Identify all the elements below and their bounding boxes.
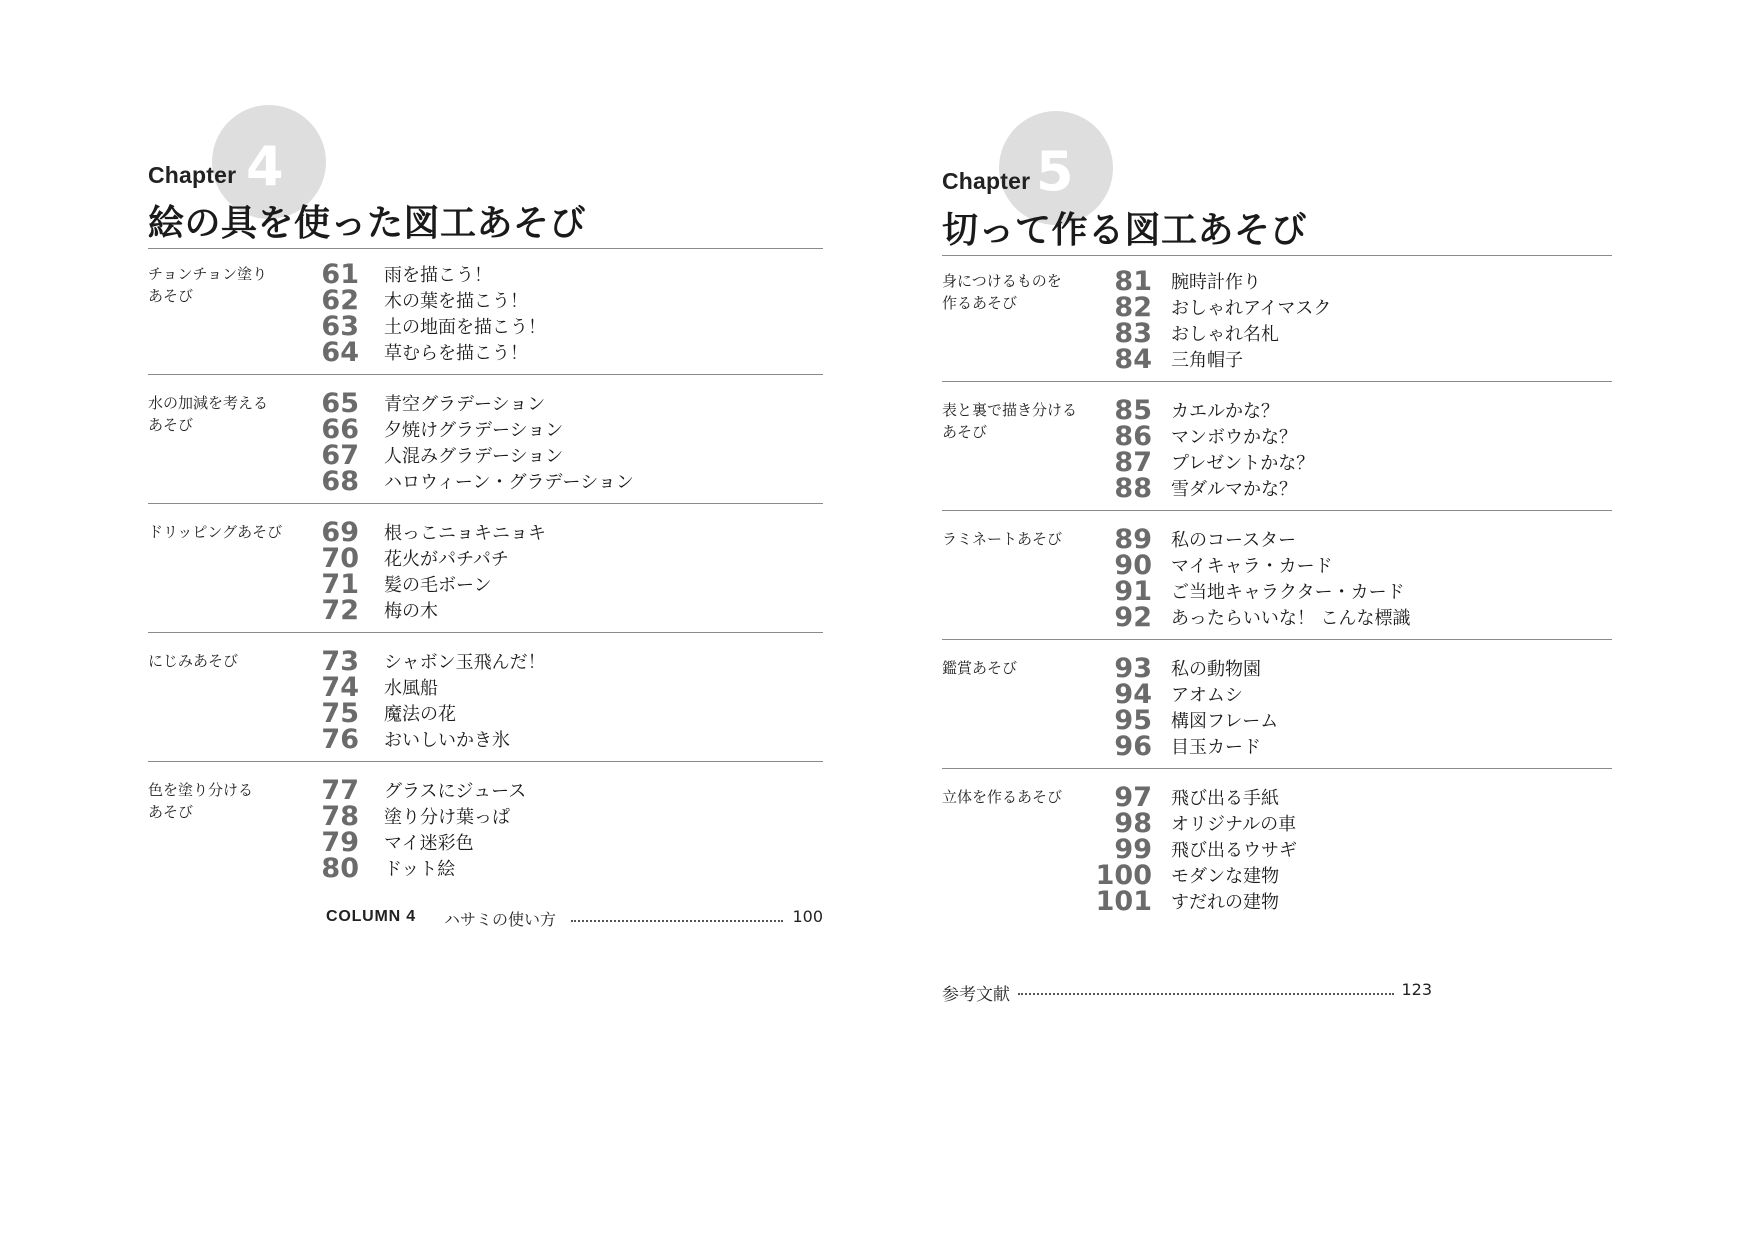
chapter-word: Chapter: [942, 168, 1031, 194]
section-label: 色を塗り分ける あそび: [148, 781, 254, 821]
item-number: 91: [1114, 576, 1152, 607]
item-number: 97: [1114, 782, 1152, 813]
item-number: 80: [321, 853, 359, 884]
toc-item[interactable]: [942, 473, 1612, 504]
section-label: 鑑賞あそび: [942, 659, 1018, 677]
toc-item-list: [942, 782, 1612, 917]
item-title: ハロウィーン・グラデーション: [384, 472, 634, 493]
toc-item[interactable]: [942, 886, 1612, 917]
item-title: 構図フレーム: [1171, 711, 1279, 732]
item-title: ドット絵: [384, 859, 456, 880]
toc-item-list: [148, 259, 823, 368]
item-number: 65: [321, 388, 359, 419]
toc-item[interactable]: [148, 646, 823, 677]
toc-item[interactable]: [148, 388, 823, 419]
item-title: 髪の毛ボーン: [384, 575, 492, 596]
section-label: 水の加減を考える あそび: [148, 394, 269, 434]
item-number: 70: [321, 543, 359, 574]
item-number: 64: [321, 337, 359, 368]
item-number: 73: [321, 646, 359, 677]
item-number: 90: [1114, 550, 1152, 581]
toc-item-list: [148, 646, 823, 755]
chapter-title: 切って作る図工あそび: [942, 210, 1308, 251]
toc-item[interactable]: [942, 266, 1612, 297]
divider: [942, 255, 1612, 256]
item-title: 雪ダルマかな？: [1171, 479, 1297, 500]
item-number: 101: [1095, 886, 1152, 917]
item-title: 根っこニョキニョキ: [384, 523, 546, 544]
toc-item[interactable]: [942, 782, 1612, 813]
item-title: 水風船: [384, 678, 438, 699]
item-number: 84: [1114, 344, 1152, 375]
references-label: 参考文献: [942, 985, 1010, 1005]
item-number: 85: [1114, 395, 1152, 426]
section-label: 身につけるものを 作るあそび: [942, 272, 1062, 312]
item-title: シャボン玉飛んだ！: [384, 652, 546, 673]
item-title: 夕焼けグラデーション: [384, 420, 564, 441]
toc-item[interactable]: [148, 569, 823, 600]
divider: [148, 632, 823, 633]
toc-item[interactable]: [942, 808, 1612, 839]
item-number: 62: [321, 285, 359, 316]
item-title: マイキャラ・カード: [1171, 556, 1333, 577]
item-number: 68: [321, 466, 359, 497]
item-title: 私の動物園: [1171, 659, 1261, 680]
item-title: 目玉カード: [1171, 737, 1261, 758]
item-number: 78: [321, 801, 359, 832]
item-title: すだれの建物: [1171, 892, 1279, 913]
toc-item[interactable]: [148, 517, 823, 548]
section-label: 立体を作るあそび: [942, 788, 1063, 806]
item-number: 71: [321, 569, 359, 600]
item-title: 木の葉を描こう！: [384, 291, 528, 312]
item-number: 100: [1095, 860, 1152, 891]
toc-item[interactable]: [148, 337, 823, 368]
item-title: 梅の木: [384, 601, 438, 622]
item-number: 67: [321, 440, 359, 471]
toc-item[interactable]: [942, 705, 1612, 736]
item-title: あったらいいな！ こんな標識: [1171, 608, 1411, 629]
item-title: マイ迷彩色: [384, 833, 474, 854]
toc-item[interactable]: [148, 724, 823, 755]
references-entry[interactable]: [942, 979, 1432, 1005]
item-number: 86: [1114, 421, 1152, 452]
column-page-number: 100: [792, 907, 823, 926]
item-number: 79: [321, 827, 359, 858]
toc-item[interactable]: [942, 860, 1612, 891]
section-label: チョンチョン塗り あそび: [148, 265, 268, 305]
divider: [942, 381, 1612, 382]
toc-item[interactable]: [148, 775, 823, 806]
toc-item[interactable]: [148, 311, 823, 342]
divider: [148, 374, 823, 375]
toc-item[interactable]: [942, 318, 1612, 349]
item-number: 81: [1114, 266, 1152, 297]
section-label: にじみあそび: [148, 652, 239, 670]
item-number: 83: [1114, 318, 1152, 349]
item-title: ご当地キャラクター・カード: [1171, 582, 1405, 603]
item-number: 96: [1114, 731, 1152, 762]
item-title: 土の地面を描こう！: [384, 317, 546, 338]
toc-item[interactable]: [942, 576, 1612, 607]
item-number: 94: [1114, 679, 1152, 710]
item-title: 人混みグラデーション: [384, 446, 564, 467]
item-number: 72: [321, 595, 359, 626]
item-title: 飛び出る手紙: [1171, 788, 1279, 809]
item-title: アオムシ: [1171, 685, 1243, 706]
toc-item[interactable]: [942, 344, 1612, 375]
toc-item-list: [942, 266, 1612, 375]
item-title: 雨を描こう！: [384, 265, 492, 286]
item-number: 61: [321, 259, 359, 290]
toc-item[interactable]: [942, 550, 1612, 581]
item-title: オリジナルの車: [1171, 814, 1297, 835]
toc-item[interactable]: [942, 653, 1612, 684]
item-title: 腕時計作り: [1171, 272, 1261, 293]
item-number: 95: [1114, 705, 1152, 736]
item-title: おいしいかき氷: [384, 730, 510, 751]
column-entry[interactable]: [326, 906, 823, 930]
item-number: 69: [321, 517, 359, 548]
toc-item[interactable]: [148, 595, 823, 626]
item-number: 88: [1114, 473, 1152, 504]
divider: [942, 510, 1612, 511]
item-title: 魔法の花: [384, 704, 456, 725]
toc-item[interactable]: [148, 440, 823, 471]
item-number: 92: [1114, 602, 1152, 633]
section-label: 表と裏で描き分ける あそび: [942, 401, 1078, 441]
column-label: COLUMN 4: [326, 908, 416, 925]
toc-item[interactable]: [148, 827, 823, 858]
toc-item[interactable]: [942, 731, 1612, 762]
chapter-title: 絵の具を使った図工あそび: [148, 203, 587, 244]
toc-item[interactable]: [942, 679, 1612, 710]
toc-item-list: [942, 653, 1612, 762]
item-number: 98: [1114, 808, 1152, 839]
references-page-number: 123: [1401, 980, 1432, 999]
dot-leader: [1018, 993, 1394, 995]
divider: [942, 639, 1612, 640]
item-title: カエルかな？: [1171, 401, 1279, 422]
item-number: 99: [1114, 834, 1152, 865]
section-label: ラミネートあそび: [942, 530, 1063, 548]
toc-item-list: [148, 388, 823, 497]
toc-item-list: [148, 517, 823, 626]
item-number: 75: [321, 698, 359, 729]
divider: [148, 503, 823, 504]
toc-item[interactable]: [942, 834, 1612, 865]
item-title: 花火がパチパチ: [384, 549, 509, 570]
item-number: 63: [321, 311, 359, 342]
column-title: ハサミの使い方: [444, 910, 557, 929]
item-number: 66: [321, 414, 359, 445]
dot-leader: [571, 920, 783, 922]
toc-item[interactable]: [942, 524, 1612, 555]
item-title: 塗り分け葉っぱ: [384, 807, 510, 828]
item-title: 草むらを描こう！: [384, 343, 528, 364]
toc-item-list: [148, 775, 823, 884]
toc-item[interactable]: [148, 853, 823, 884]
item-title: 三角帽子: [1171, 350, 1243, 371]
toc-item[interactable]: [942, 602, 1612, 633]
item-title: マンボウかな？: [1171, 427, 1297, 448]
chapter-number: 5: [1036, 140, 1074, 203]
toc-item[interactable]: [148, 543, 823, 574]
toc-item[interactable]: [148, 466, 823, 497]
toc-item[interactable]: [148, 259, 823, 290]
item-number: 93: [1114, 653, 1152, 684]
toc-item[interactable]: [148, 672, 823, 703]
chapter-word: Chapter: [148, 162, 237, 188]
item-number: 87: [1114, 447, 1152, 478]
section-label: ドリッピングあそび: [148, 523, 283, 541]
item-title: モダンな建物: [1171, 866, 1280, 887]
toc-item[interactable]: [942, 447, 1612, 478]
item-title: 私のコースター: [1171, 530, 1297, 551]
item-title: グラスにジュース: [384, 781, 527, 802]
item-number: 82: [1114, 292, 1152, 323]
toc-item[interactable]: [148, 698, 823, 729]
item-title: プレゼントかな？: [1171, 453, 1315, 474]
item-number: 76: [321, 724, 359, 755]
divider: [148, 248, 823, 249]
divider: [148, 761, 823, 762]
item-title: おしゃれアイマスク: [1171, 298, 1332, 319]
toc-item-list: [942, 524, 1612, 633]
toc-item-list: [942, 395, 1612, 504]
chapter-number: 4: [246, 135, 284, 198]
divider: [942, 768, 1612, 769]
item-title: 青空グラデーション: [384, 394, 546, 415]
item-number: 89: [1114, 524, 1152, 555]
toc-item[interactable]: [942, 395, 1612, 426]
item-title: おしゃれ名札: [1171, 324, 1279, 345]
item-title: 飛び出るウサギ: [1171, 840, 1297, 861]
item-number: 74: [321, 672, 359, 703]
item-number: 77: [321, 775, 359, 806]
